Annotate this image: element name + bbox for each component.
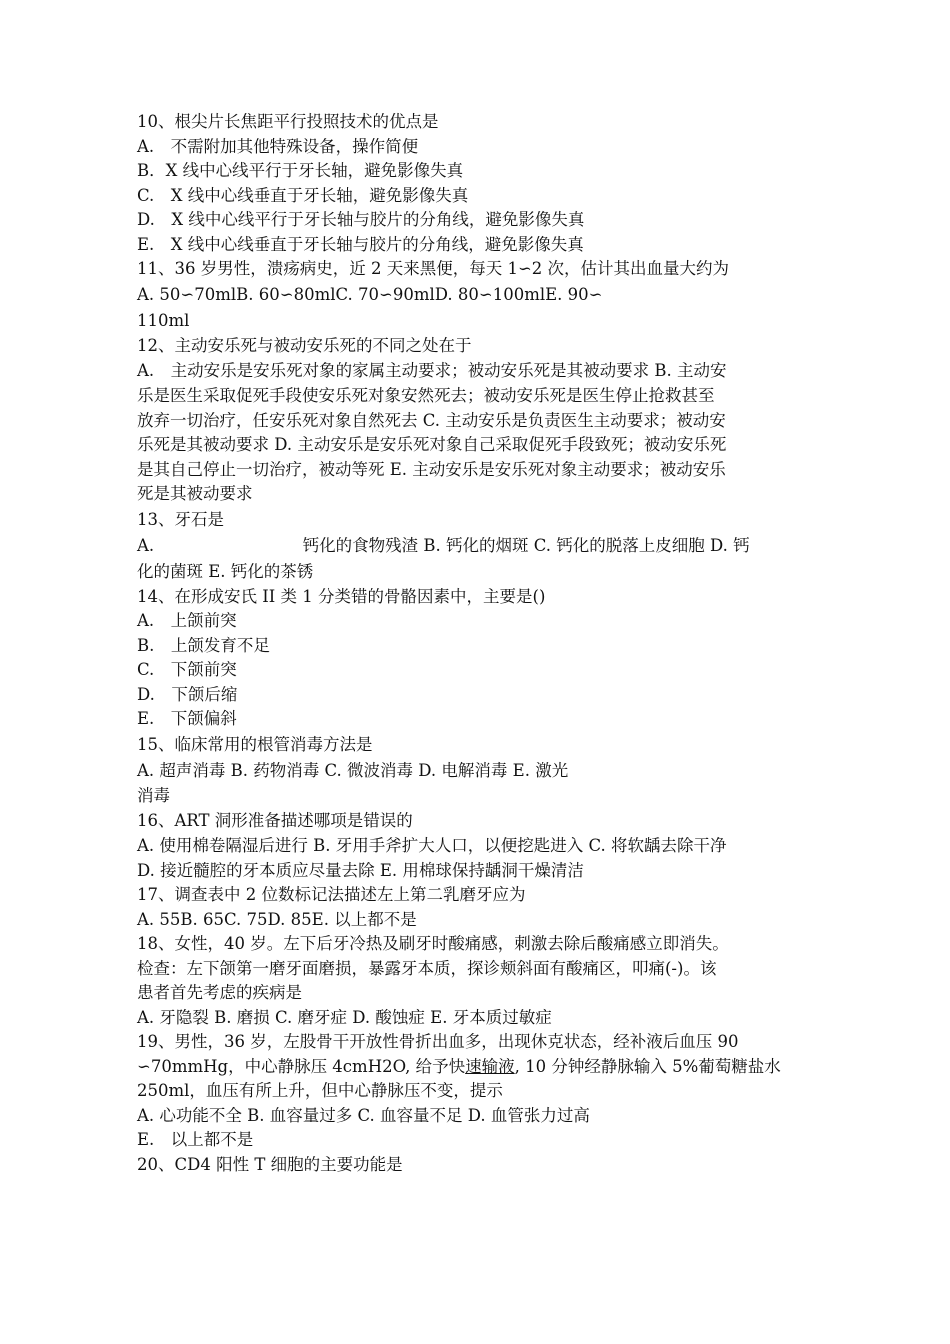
question-18 [137, 932, 827, 1030]
question-10 [137, 110, 827, 257]
options-line: A. 55B. 65C. 75D. 85E. 以上都不是 [137, 909, 417, 929]
question-stem: 12、主动安乐死与被动安乐死的不同之处在于 [137, 335, 472, 355]
options-line: D. 接近髓腔的牙本质应尽量去除 E. 用棉球保持龋洞干燥清洁 [137, 860, 584, 880]
question-17 [137, 883, 827, 932]
option-c: C. X 线中心线垂直于牙长轴，避免影像失真 [137, 185, 469, 205]
stem-text: ∽70mmHg，中心静脉压 4cmH2O, 给予快 [137, 1056, 466, 1076]
underlined-term: 速输液 [465, 1056, 515, 1076]
options-line: 死是其被动要求 [137, 484, 253, 503]
options-line: A. 使用棉卷隔湿后进行 B. 牙用手斧扩大人口，以便挖匙进入 C. 将软龋去除干净 [137, 836, 727, 855]
question-12 [137, 334, 827, 507]
question-stem-continued: 检查：左下颌第一磨牙面磨损，暴露牙本质，探诊颊斜面有酸痛区，叩痛(-)。该 [137, 958, 717, 978]
option-a: A. 不需附加其他特殊设备，操作简便 [137, 136, 419, 156]
question-stem: 20、CD4 阳性 T 细胞的主要功能是 [137, 1154, 403, 1174]
options-line: A. 超声消毒 B. 药物消毒 C. 微波消毒 D. 电解消毒 E. 激光 [137, 760, 569, 780]
question-15 [137, 732, 827, 809]
option-b: B．X 线中心线平行于牙长轴，避免影像失真 [137, 161, 464, 180]
question-20 [137, 1153, 827, 1178]
question-stem: 16、ART 洞形准备描述哪项是错误的 [137, 811, 413, 830]
options-line: 乐是医生采取促死手段使安乐死对象安然死去；被动安乐死是医生停止抢救甚至 [137, 386, 715, 405]
document-page [137, 110, 827, 1177]
options-line: 放弃一切治疗，任安乐死对象自然死去 C. 主动安乐是负责医生主动要求；被动安 [137, 410, 726, 430]
question-stem-continued [137, 1055, 827, 1080]
stem-text: , 10 分钟经静脉输入 5%葡萄糖盐水 [514, 1056, 781, 1076]
question-stem: 15、临床常用的根管消毒方法是 [137, 734, 373, 754]
question-stem: 14、在形成安氏 II 类 1 分类错的骨骼因素中，主要是() [137, 586, 546, 606]
option-d: D. X 线中心线平行于牙长轴与胶片的分角线，避免影像失真 [137, 210, 585, 229]
question-stem: 18、女性，40 岁。左下后牙冷热及刷牙时酸痛感，刺激去除后酸痛感立即消失。 [137, 934, 729, 953]
question-19 [137, 1030, 827, 1153]
options-line: A. 牙隐裂 B. 磨损 C. 磨牙症 D. 酸蚀症 E. 牙本质过敏症 [137, 1007, 552, 1027]
question-stem-continued: 患者首先考虑的疾病是 [137, 983, 302, 1002]
question-16 [137, 808, 827, 883]
question-stem-continued: 250ml，血压有所上升，但中心静脉压不变，提示 [137, 1081, 503, 1100]
option-a: A. 上颌前突 [137, 611, 237, 630]
options-line: A. 钙化的食物残渣 B. 钙化的烟斑 C. 钙化的脱落上皮细胞 D. 钙 [137, 535, 750, 555]
options-line: 消毒 [137, 785, 170, 805]
question-11 [137, 257, 827, 334]
option-e: E. 以上都不是 [137, 1130, 254, 1149]
question-stem: 10、根尖片长焦距平行投照技术的优点是 [137, 112, 439, 131]
option-e: E. X 线中心线垂直于牙长轴与胶片的分角线，避免影像失真 [137, 234, 584, 254]
question-13 [137, 507, 827, 585]
question-stem: 11、36 岁男性，溃疡病史，近 2 天来黑便，每天 1∽2 次，估计其出血量大约为 [137, 259, 730, 278]
options-line: 是其自己停止一切治疗，被动等死 E. 主动安乐是安乐死对象主动要求；被动安乐 [137, 459, 726, 479]
options-line: 化的菌斑 E. 钙化的茶锈 [137, 561, 314, 581]
options-line: 乐死是其被动要求 D. 主动安乐是安乐死对象自己采取促死手段致死；被动安乐死 [137, 435, 727, 454]
question-stem: 19、男性，36 岁，左股骨干开放性骨折出血多，出现休克状态，经补液后血压 90 [137, 1032, 739, 1051]
options-line: 110ml [137, 310, 190, 330]
option-d: D. 下颌后缩 [137, 684, 238, 704]
question-stem: 17、调查表中 2 位数标记法描述左上第二乳磨牙应为 [137, 885, 526, 904]
option-e: E. 下颌偏斜 [137, 709, 237, 728]
options-line: A. 心功能不全 B. 血容量过多 C. 血容量不足 D. 血管张力过高 [137, 1105, 590, 1125]
option-b: B. 上颌发育不足 [137, 635, 270, 655]
question-stem: 13、牙石是 [137, 509, 224, 529]
option-c: C. 下颌前突 [137, 660, 237, 679]
options-line: A. 50∽70mlB. 60∽80mlC. 70∽90mlD. 80∽100mlE. 90∽ [137, 284, 603, 304]
options-line: A. 主动安乐是安乐死对象的家属主动要求；被动安乐死是其被动要求 B. 主动安 [137, 361, 727, 380]
question-14 [137, 585, 827, 732]
